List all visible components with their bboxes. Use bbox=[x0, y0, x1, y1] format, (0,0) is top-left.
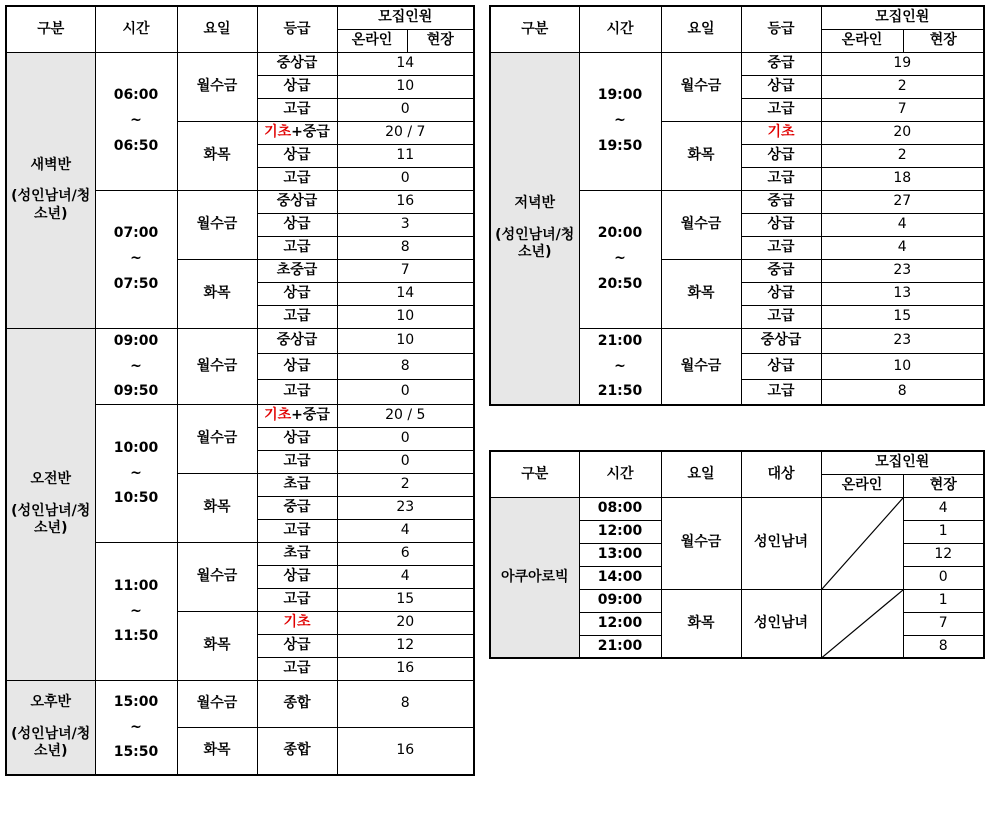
level-label: 상급 bbox=[283, 568, 311, 585]
time-cell: 21:00 bbox=[579, 635, 661, 658]
level-label: 상급 bbox=[767, 77, 795, 94]
time-cell bbox=[579, 52, 661, 190]
level-cell bbox=[257, 658, 337, 681]
level-cell bbox=[741, 121, 821, 144]
class-name: 새벽반 bbox=[30, 156, 72, 173]
level-cell bbox=[257, 98, 337, 121]
level-cell bbox=[741, 236, 821, 259]
diagonal-slash-icon bbox=[822, 498, 903, 589]
level-cell bbox=[257, 520, 337, 543]
recruit-count: 18 bbox=[821, 167, 984, 190]
target-cell: 성인남녀 bbox=[741, 589, 821, 658]
level-cell bbox=[741, 190, 821, 213]
header-division: 구분 bbox=[6, 6, 95, 52]
time-cell bbox=[95, 405, 177, 543]
level-label: 중급 bbox=[283, 499, 311, 516]
header-recruit: 모집인원 bbox=[821, 451, 984, 474]
time-cell: 09:00 bbox=[579, 589, 661, 612]
level-highlight: 기초 bbox=[264, 407, 292, 424]
time-cell: 12:00 bbox=[579, 612, 661, 635]
level-cell bbox=[257, 121, 337, 144]
recruit-count: 2 bbox=[337, 474, 474, 497]
target-cell: 성인남녀 bbox=[741, 497, 821, 589]
header-division: 구분 bbox=[490, 6, 579, 52]
time-cell: 14:00 bbox=[579, 566, 661, 589]
level-cell bbox=[257, 75, 337, 98]
onsite-count: 7 bbox=[903, 612, 984, 635]
level-label: 상급 bbox=[767, 357, 795, 374]
recruit-count: 20 / 5 bbox=[337, 405, 474, 428]
level-cell bbox=[257, 190, 337, 213]
recruit-count: 0 bbox=[337, 98, 474, 121]
level-label: 상급 bbox=[283, 430, 311, 447]
level-highlight: 기초 bbox=[767, 123, 795, 140]
level-cell bbox=[741, 328, 821, 354]
level-label: 초급 bbox=[283, 476, 311, 493]
time-range: 09:00 ~ 09:50 bbox=[113, 332, 159, 399]
level-label: 초중급 bbox=[276, 261, 318, 278]
table-row bbox=[490, 497, 984, 520]
recruit-count: 27 bbox=[821, 190, 984, 213]
evening-schedule-table bbox=[489, 5, 985, 406]
level-cell bbox=[257, 681, 337, 728]
level-label: 종합 bbox=[283, 742, 311, 759]
level-label: 고급 bbox=[767, 169, 795, 186]
time-cell bbox=[95, 328, 177, 405]
level-label: 고급 bbox=[767, 100, 795, 117]
level-cell bbox=[741, 354, 821, 380]
level-cell bbox=[741, 259, 821, 282]
days-cell: 화목 bbox=[661, 121, 741, 190]
days-cell: 화목 bbox=[177, 121, 257, 190]
level-label: 중상급 bbox=[276, 332, 318, 348]
days-cell: 월수금 bbox=[177, 328, 257, 405]
recruit-count: 0 bbox=[337, 379, 474, 405]
level-label: 상급 bbox=[283, 357, 311, 374]
level-label: 고급 bbox=[767, 307, 795, 324]
days-cell: 월수금 bbox=[177, 543, 257, 612]
recruit-count: 23 bbox=[821, 259, 984, 282]
online-not-applicable bbox=[821, 497, 903, 589]
recruit-count: 6 bbox=[337, 543, 474, 566]
level-label: 상급 bbox=[283, 284, 311, 301]
level-label: 중급 bbox=[767, 54, 795, 71]
recruit-count: 14 bbox=[337, 52, 474, 75]
recruit-count: 3 bbox=[337, 213, 474, 236]
days-cell: 화목 bbox=[177, 728, 257, 775]
class-audience: (성인남녀/청소년) bbox=[495, 226, 575, 261]
level-highlight: 기초 bbox=[283, 614, 311, 631]
level-cell bbox=[257, 474, 337, 497]
level-label: 고급 bbox=[283, 660, 311, 677]
level-label: +중급 bbox=[291, 123, 330, 140]
onsite-count: 8 bbox=[903, 635, 984, 658]
header-days: 요일 bbox=[177, 6, 257, 52]
level-label: 고급 bbox=[283, 591, 311, 608]
class-division-cell bbox=[6, 681, 95, 775]
level-cell bbox=[741, 213, 821, 236]
recruit-count: 12 bbox=[337, 635, 474, 658]
recruit-count: 2 bbox=[821, 75, 984, 98]
level-label: 고급 bbox=[767, 238, 795, 255]
header-level: 등급 bbox=[741, 6, 821, 52]
level-cell bbox=[257, 405, 337, 428]
level-label: 고급 bbox=[283, 169, 311, 186]
level-cell bbox=[741, 75, 821, 98]
table-row bbox=[490, 52, 984, 75]
onsite-count: 0 bbox=[903, 566, 984, 589]
level-cell bbox=[257, 379, 337, 405]
class-division-cell bbox=[6, 52, 95, 328]
online-not-applicable bbox=[821, 589, 903, 658]
level-cell bbox=[257, 305, 337, 328]
time-cell bbox=[95, 190, 177, 328]
header-division: 구분 bbox=[490, 451, 579, 497]
class-audience: (성인남녀/청소년) bbox=[11, 502, 91, 537]
level-cell bbox=[257, 635, 337, 658]
recruit-count: 10 bbox=[337, 305, 474, 328]
class-division-cell bbox=[6, 328, 95, 681]
aqua-table-body bbox=[490, 497, 984, 658]
level-label: 고급 bbox=[283, 307, 311, 324]
level-label: 고급 bbox=[283, 238, 311, 255]
days-cell: 월수금 bbox=[661, 497, 741, 589]
recruit-count: 10 bbox=[821, 354, 984, 380]
level-label: 상급 bbox=[283, 77, 311, 94]
onsite-count: 12 bbox=[903, 543, 984, 566]
level-cell bbox=[257, 428, 337, 451]
recruit-count: 7 bbox=[337, 259, 474, 282]
recruit-count: 0 bbox=[337, 451, 474, 474]
level-label: 중급 bbox=[767, 192, 795, 209]
level-cell bbox=[741, 282, 821, 305]
level-label: 중상급 bbox=[760, 332, 802, 349]
time-cell: 12:00 bbox=[579, 520, 661, 543]
onsite-count: 1 bbox=[903, 520, 984, 543]
time-cell bbox=[579, 328, 661, 405]
days-cell: 월수금 bbox=[661, 52, 741, 121]
time-range: 06:00 ~ 06:50 bbox=[113, 87, 159, 154]
recruit-count: 15 bbox=[821, 305, 984, 328]
days-cell: 화목 bbox=[177, 612, 257, 681]
recruit-count: 10 bbox=[337, 328, 474, 354]
recruit-count: 15 bbox=[337, 589, 474, 612]
level-cell bbox=[257, 213, 337, 236]
level-label: +중급 bbox=[291, 407, 330, 424]
level-label: 중상급 bbox=[276, 54, 318, 71]
days-cell: 월수금 bbox=[177, 405, 257, 474]
level-cell bbox=[741, 98, 821, 121]
header-online: 온라인 bbox=[821, 29, 903, 52]
onsite-count: 1 bbox=[903, 589, 984, 612]
time-range: 10:00 ~ 10:50 bbox=[113, 439, 159, 507]
level-label: 초급 bbox=[283, 545, 311, 562]
level-label: 중급 bbox=[767, 261, 795, 278]
recruit-count: 4 bbox=[821, 236, 984, 259]
days-cell: 화목 bbox=[177, 474, 257, 543]
recruit-count: 8 bbox=[337, 681, 474, 728]
recruit-count: 4 bbox=[337, 520, 474, 543]
level-cell bbox=[257, 497, 337, 520]
header-level: 등급 bbox=[257, 6, 337, 52]
recruit-count: 19 bbox=[821, 52, 984, 75]
level-cell bbox=[257, 354, 337, 380]
recruit-count: 14 bbox=[337, 282, 474, 305]
header-recruit: 모집인원 bbox=[337, 6, 474, 29]
days-cell: 월수금 bbox=[177, 52, 257, 121]
level-label: 고급 bbox=[283, 100, 311, 117]
days-cell: 월수금 bbox=[177, 681, 257, 728]
level-cell bbox=[257, 589, 337, 612]
recruit-count: 8 bbox=[337, 354, 474, 380]
left-table-body bbox=[6, 52, 474, 775]
morning-afternoon-schedule-table bbox=[5, 5, 475, 776]
recruit-count: 16 bbox=[337, 190, 474, 213]
level-cell bbox=[257, 612, 337, 635]
class-name: 저녁반 bbox=[514, 195, 556, 212]
recruit-count: 11 bbox=[337, 144, 474, 167]
header-target: 대상 bbox=[741, 451, 821, 497]
header-online: 온라인 bbox=[821, 474, 903, 497]
level-cell bbox=[741, 379, 821, 405]
table-row bbox=[6, 681, 474, 728]
level-label: 고급 bbox=[767, 383, 795, 400]
level-cell bbox=[257, 451, 337, 474]
level-cell bbox=[741, 52, 821, 75]
class-name: 오전반 bbox=[30, 471, 72, 488]
time-range: 15:00 ~ 15:50 bbox=[113, 693, 159, 760]
time-cell: 08:00 bbox=[579, 497, 661, 520]
level-label: 상급 bbox=[767, 146, 795, 163]
class-name: 오후반 bbox=[30, 694, 72, 711]
class-audience: (성인남녀/청소년) bbox=[11, 188, 91, 222]
level-cell bbox=[257, 566, 337, 589]
level-label: 상급 bbox=[767, 284, 795, 301]
recruit-count: 10 bbox=[337, 75, 474, 98]
level-label: 상급 bbox=[283, 637, 311, 654]
recruit-count: 23 bbox=[337, 497, 474, 520]
class-audience: (성인남녀/청소년) bbox=[11, 725, 91, 760]
level-label: 종합 bbox=[283, 695, 311, 712]
header-time: 시간 bbox=[579, 451, 661, 497]
days-cell: 월수금 bbox=[661, 328, 741, 405]
onsite-count: 4 bbox=[903, 497, 984, 520]
level-label: 고급 bbox=[283, 453, 311, 470]
table-row bbox=[6, 328, 474, 354]
level-cell bbox=[257, 167, 337, 190]
time-range: 21:00 ~ 21:50 bbox=[597, 332, 643, 399]
days-cell: 화목 bbox=[177, 259, 257, 328]
diagonal-slash-icon bbox=[822, 590, 903, 658]
days-cell: 월수금 bbox=[661, 190, 741, 259]
level-cell bbox=[257, 144, 337, 167]
days-cell: 화목 bbox=[661, 259, 741, 328]
level-cell bbox=[257, 728, 337, 775]
level-cell bbox=[741, 144, 821, 167]
level-cell bbox=[257, 543, 337, 566]
time-range: 19:00 ~ 19:50 bbox=[597, 87, 643, 154]
header-onsite: 현장 bbox=[903, 474, 984, 497]
recruit-count: 8 bbox=[821, 379, 984, 405]
level-label: 상급 bbox=[283, 215, 311, 232]
header-time: 시간 bbox=[95, 6, 177, 52]
recruit-count: 23 bbox=[821, 328, 984, 354]
level-cell bbox=[741, 305, 821, 328]
recruit-count: 13 bbox=[821, 282, 984, 305]
recruit-count: 16 bbox=[337, 728, 474, 775]
header-online: 온라인 bbox=[337, 29, 407, 52]
header-time: 시간 bbox=[579, 6, 661, 52]
header-days: 요일 bbox=[661, 6, 741, 52]
recruit-count: 20 bbox=[821, 121, 984, 144]
time-cell bbox=[95, 681, 177, 775]
header-days: 요일 bbox=[661, 451, 741, 497]
time-range: 11:00 ~ 11:50 bbox=[113, 577, 159, 645]
level-cell bbox=[257, 52, 337, 75]
time-cell: 13:00 bbox=[579, 543, 661, 566]
level-label: 상급 bbox=[767, 215, 795, 232]
days-cell: 월수금 bbox=[177, 190, 257, 259]
recruit-count: 4 bbox=[821, 213, 984, 236]
level-cell bbox=[257, 259, 337, 282]
level-highlight: 기초 bbox=[264, 123, 292, 140]
recruit-count: 4 bbox=[337, 566, 474, 589]
level-label: 고급 bbox=[283, 383, 311, 400]
aquarobics-schedule-table bbox=[489, 450, 985, 659]
time-cell bbox=[95, 52, 177, 190]
time-range: 07:00 ~ 07:50 bbox=[113, 225, 159, 292]
recruit-count: 0 bbox=[337, 167, 474, 190]
level-cell bbox=[741, 167, 821, 190]
recruit-count: 20 bbox=[337, 612, 474, 635]
recruit-count: 0 bbox=[337, 428, 474, 451]
time-range: 20:00 ~ 20:50 bbox=[597, 225, 643, 292]
level-label: 고급 bbox=[283, 522, 311, 539]
level-cell bbox=[257, 328, 337, 354]
time-cell bbox=[579, 190, 661, 328]
header-onsite: 현장 bbox=[903, 29, 984, 52]
days-cell: 화목 bbox=[661, 589, 741, 658]
aquarobics-name: 아쿠아로빅 bbox=[490, 497, 579, 658]
table-row bbox=[6, 52, 474, 75]
level-label: 상급 bbox=[283, 146, 311, 163]
recruit-count: 7 bbox=[821, 98, 984, 121]
recruit-count: 8 bbox=[337, 236, 474, 259]
level-label: 중상급 bbox=[276, 192, 318, 209]
right-table-body bbox=[490, 52, 984, 405]
header-recruit: 모집인원 bbox=[821, 6, 984, 29]
recruit-count: 20 / 7 bbox=[337, 121, 474, 144]
header-onsite: 현장 bbox=[407, 29, 474, 52]
level-cell bbox=[257, 282, 337, 305]
level-cell bbox=[257, 236, 337, 259]
class-division-cell bbox=[490, 52, 579, 405]
time-cell bbox=[95, 543, 177, 681]
recruit-count: 2 bbox=[821, 144, 984, 167]
recruit-count: 16 bbox=[337, 658, 474, 681]
